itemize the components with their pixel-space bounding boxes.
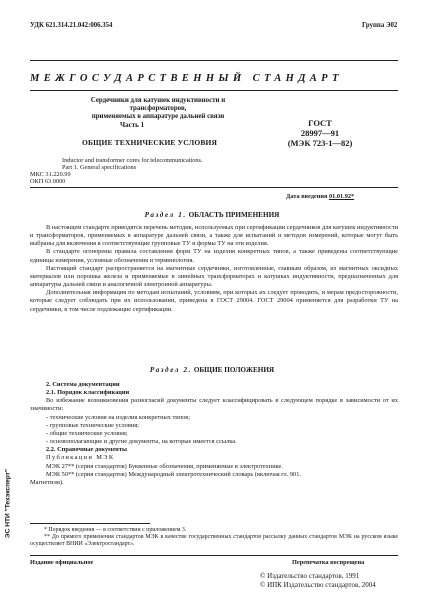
mks-code: МКС 31.220.99	[30, 171, 71, 178]
footer-rule	[30, 555, 398, 556]
reference-item: МЭК 27** (серия стандартов) Буквенные обозначения, применяемые в электротехнике.	[46, 462, 283, 470]
title-line-2: применяемых в аппаратуре дальней связи	[91, 113, 225, 120]
list-item: - технические условия на изделия конкретных типов;	[46, 413, 191, 421]
gost-number-block	[270, 118, 370, 148]
footnotes	[30, 527, 398, 549]
section-1-body	[30, 224, 398, 314]
section-2-heading	[0, 366, 424, 374]
copyright-line: © ИПК Издательство стандартов, 2004	[260, 581, 376, 589]
list-item: - групповые технические условия;	[46, 421, 139, 429]
iec-number: (МЭК 723-1—82)	[287, 138, 353, 148]
section-2-number: Раздел 2.	[149, 366, 193, 374]
general-spec-title: ОБЩИЕ ТЕХНИЧЕСКИЕ УСЛОВИЯ	[82, 138, 218, 147]
standard-banner: МЕЖГОСУДАРСТВЕННЫЙ СТАНДАРТ	[30, 73, 343, 84]
subsection-heading: 2.1. Порядок классификации	[46, 389, 130, 397]
section-1-paragraph: В настоящем стандарте приводятся перечень методик, используемых при сертификации сердечников для катушек индуктивности и трансформаторов, применяемых в аппаратуре дальней связи, а также для испытаний и методов измерений, которые могут быть выбраны для включения в соответствующие групповые ТУ и формы ТУ на эти изделия.	[30, 224, 398, 248]
footnote: * Порядок введения — в соответствии с приложением 3.	[44, 527, 187, 533]
edition-label: Издание официальное	[30, 559, 94, 566]
list-item: - основополагающие и другие документы, на которые имеется ссылка.	[46, 438, 237, 446]
subsection-heading: 2.2. Справочные документы	[46, 446, 127, 454]
section-1-heading	[0, 211, 424, 219]
part-label: Часть 1	[120, 121, 145, 129]
intro-date	[286, 193, 354, 200]
copyright-line: © Издательство стандартов, 1991	[260, 572, 360, 580]
banner-rule	[30, 90, 398, 91]
section-2-title: ОБЩИЕ ПОЛОЖЕНИЯ	[193, 366, 275, 374]
publications-label: Публикации МЭК	[46, 454, 115, 462]
subsection-heading: 2. Система документации	[46, 381, 120, 388]
standard-title	[62, 97, 254, 121]
classification-codes	[30, 171, 71, 186]
section-1-number: Раздел 1.	[144, 211, 187, 219]
side-stamp-text: ЭС НТИ "Техэксперт"	[4, 468, 12, 539]
udk-code: УДК 621.314.21.042:006.354	[30, 22, 113, 29]
gost-label: ГОСТ	[308, 118, 332, 128]
side-stamp	[2, 448, 12, 568]
english-title	[62, 157, 282, 172]
okp-code: ОКП 63 0000	[30, 178, 66, 186]
intro-date-value: 01.01.92*	[328, 193, 355, 200]
reference-item: МЭК 50** (серия стандартов) Международный электротехнический словарь (включая гл. 901.	[46, 470, 301, 478]
list-item: - общие технические условия;	[46, 429, 128, 437]
top-rule	[30, 60, 398, 61]
footnote-rule	[30, 523, 150, 524]
header-bottom-rule	[30, 187, 398, 188]
copyright-block	[260, 572, 376, 590]
english-line-1: Inductor and transformer cores for telecommunications.	[62, 157, 203, 164]
footnote: ** До прямого применения стандартов МЭК в качестве государственных стандартов рассылку данных стандартов МЭК на русском языке осуществляет ВНИИ «Электростандарт».	[30, 534, 398, 548]
reprint-notice: Перепечатка воспрещена	[292, 559, 365, 566]
section-2-body	[30, 381, 398, 487]
group-code: Группа Э02	[362, 22, 398, 29]
section-2-paragraph: Во избежание возникновения разногласий документы следует классифицировать в следующем порядке в зависимости от их значимости:	[30, 397, 398, 413]
english-line-2: Part 1. General specifications	[62, 164, 137, 172]
section-1-title: ОБЛАСТЬ ПРИМЕНЕНИЯ	[188, 211, 280, 219]
reference-item-continued: Магнетизм).	[30, 478, 64, 486]
section-1-paragraph: Настоящий стандарт распространяется на магнитные сердечники, изготовленные, главным образом, из магнитных оксидных материалов или порошка железа и применяемые в линейных трансформаторах и катушках индуктивности, предназначенных для аппаратуры дальней связи и аналогичной электронной аппаратуры.	[30, 264, 398, 289]
section-1-paragraph: Дополнительная информация по методам испытаний, условиям, при которых их следует проводить, и мерам предосторожности, которые следует соблюдать при их использовании, приведена в ГОСТ 29004. ГОСТ 29004 применяется для разработки ТУ на сердечники, в том числе подлежащие сертификации.	[30, 289, 398, 313]
intro-date-label: Дата введения	[286, 193, 328, 200]
gost-number: 28997—91	[300, 128, 340, 138]
section-1-paragraph: В стандарте огонорены правила составления форм ТУ на изделия конкретных типов, а также приведены соответствующие единицы измерения, условные обозначения и терминология.	[30, 248, 398, 264]
title-line-1: Сердечники для катушек индуктивности и трансформаторов,	[90, 97, 226, 112]
